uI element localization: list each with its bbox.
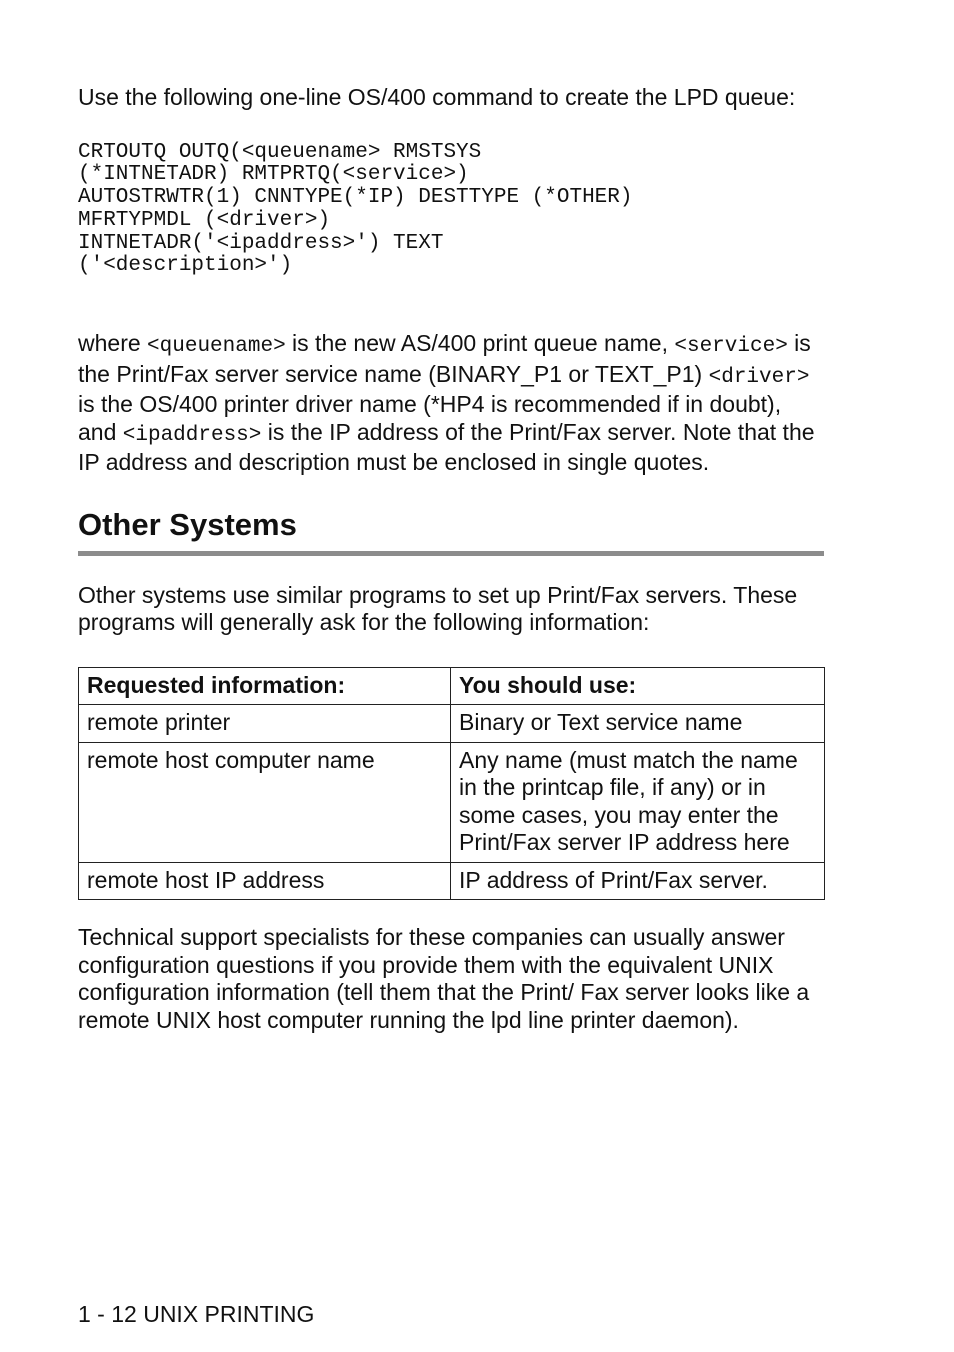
table-header-cell: Requested information: — [79, 667, 451, 705]
code-line: MFRTYPMDL (<driver>) — [78, 208, 331, 232]
table-cell: Binary or Text service name — [451, 705, 825, 743]
other-systems-paragraph: Other systems use similar programs to set up Print/Fax servers. These programs will generally ask for the following information: — [78, 581, 798, 636]
table-row — [79, 742, 825, 862]
table-row — [79, 862, 825, 900]
section-divider — [78, 551, 824, 556]
table-cell: remote host IP address — [79, 862, 451, 900]
code-line: AUTOSTRWTR(1) CNNTYPE(*IP) DESTTYPE (*OTHER) — [78, 186, 633, 210]
table-cell: Any name (must match the name in the printcap file, if any) or in some cases, you may enter the Print/Fax server IP address here — [451, 742, 825, 862]
code-line: CRTOUTQ OUTQ(<queuename> RMSTSYS — [78, 140, 482, 164]
intro-paragraph: Use the following one-line OS/400 command to create the LPD queue: — [78, 84, 796, 110]
driver-code: <driver> — [708, 365, 810, 389]
section-title: Other Systems — [78, 506, 297, 542]
where-text: is the OS/400 printer driver name (*HP4 is recommended if in doubt), and — [78, 391, 782, 445]
table-header-cell: You should use: — [451, 667, 825, 705]
information-table — [78, 667, 825, 901]
where-paragraph — [78, 330, 824, 477]
code-line: INTNETADR('<ipaddress>') TEXT — [78, 231, 444, 255]
queuename-code: <queuename> — [147, 335, 286, 359]
document-page — [78, 84, 824, 1034]
table-cell: IP address of Print/Fax server. — [451, 862, 825, 900]
where-text: is the new AS/400 print queue name, — [285, 330, 675, 357]
where-text: is the IP address of the Print/Fax server. Note that the IP address and description must be enclosed in single quotes. — [78, 418, 815, 476]
where-text: is the Print/Fax server service name (BINARY_P1 or TEXT_P1) — [78, 330, 811, 387]
page-footer: 1 - 12 UNIX PRINTING — [78, 1301, 315, 1327]
ipaddress-code: <ipaddress> — [122, 423, 262, 447]
support-paragraph: Technical support specialists for these companies can usually answer configuration questions if you provide them with the equivalent UNIX configuration information (tell them that the Print/ Fax server looks like a remote UNIX host computer running the lpd line printer daemon). — [78, 924, 810, 1033]
code-line: (*INTNETADR) RMTPRTQ(<service>) — [78, 163, 469, 187]
table-cell: remote printer — [79, 705, 451, 743]
command-code-block — [78, 142, 824, 279]
service-code: <service> — [674, 335, 788, 359]
table-header-row — [79, 667, 825, 705]
table-row — [79, 705, 825, 743]
code-line: ('<description>') — [78, 254, 293, 278]
where-text: where — [78, 330, 148, 357]
table-cell: remote host computer name — [79, 742, 451, 862]
